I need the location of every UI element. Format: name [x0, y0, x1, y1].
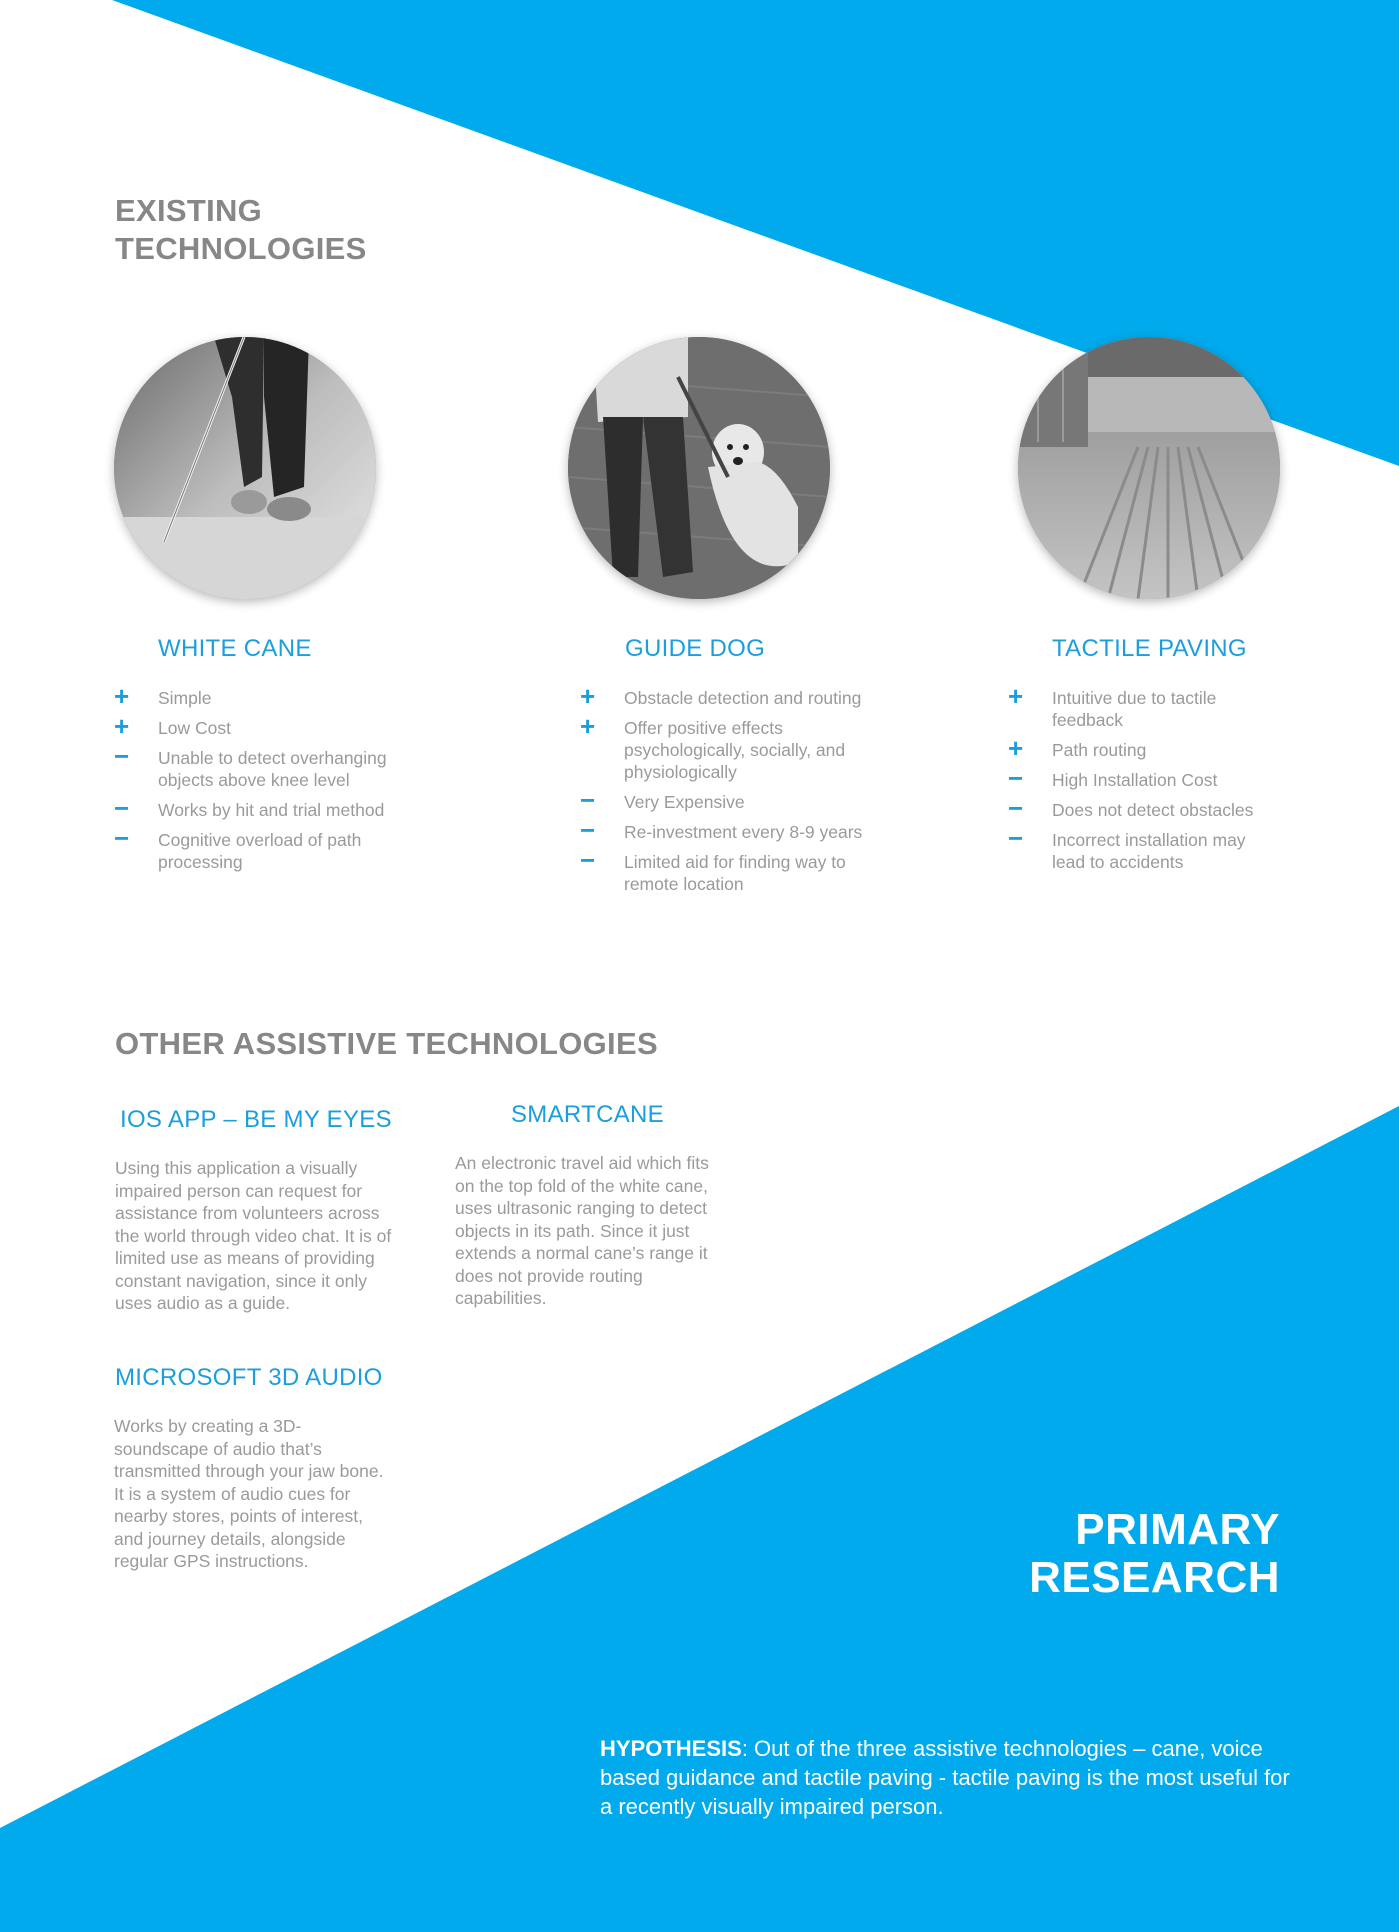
list-item	[1008, 823, 1268, 873]
list-item-text: Cognitive overload of path processing	[158, 830, 362, 872]
guide-dog-title	[625, 634, 765, 664]
list-item-text: Obstacle detection and routing	[624, 688, 862, 708]
minus-icon: −	[580, 815, 596, 845]
white-cane-photo	[114, 337, 376, 599]
ms3d-body-text: Works by creating a 3D-soundscape of audio that’s transmitted through your jaw bone. It is a system of audio cues for nearby stores, points of interest, and journey details, alongside regular GPS instructions.	[114, 1416, 384, 1571]
minus-icon: −	[114, 741, 130, 771]
list-item	[114, 711, 404, 741]
guide-dog-photo	[568, 337, 830, 599]
list-item-text: Re-investment every 8-9 years	[624, 822, 863, 842]
list-item	[114, 793, 404, 823]
minus-icon: −	[580, 845, 596, 875]
primary-line1: PRIMARY	[1075, 1505, 1280, 1554]
list-item-text: Limited aid for finding way to remote location	[624, 852, 846, 894]
smartcane-title	[511, 1100, 664, 1130]
list-item-text: High Installation Cost	[1052, 770, 1218, 790]
list-item	[580, 815, 870, 845]
minus-icon: −	[114, 823, 130, 853]
list-item-text: Unable to detect overhanging objects above knee level	[158, 748, 387, 790]
white-cane-title	[158, 634, 312, 664]
tactile-paving-title	[1052, 634, 1247, 664]
tactile-paving-photo	[1018, 337, 1280, 599]
smartcane-body	[455, 1152, 725, 1310]
plus-icon: +	[114, 711, 130, 741]
list-item	[580, 681, 870, 711]
list-item-text: Offer positive effects psychologically, socially, and physiologically	[624, 718, 846, 782]
primary-line2: RESEARCH	[1029, 1553, 1280, 1602]
list-item	[1008, 763, 1268, 793]
other-heading-text: OTHER ASSISTIVE TECHNOLOGIES	[115, 1026, 658, 1061]
list-item-text: Incorrect installation may lead to accidents	[1052, 830, 1246, 872]
ios-body-text: Using this application a visually impaired person can request for assistance from volunteers across the world through video chat. It is of limited use as means of providing constant navigation, since it only uses audio as a guide.	[115, 1158, 392, 1313]
existing-heading	[115, 192, 367, 268]
plus-icon: +	[1008, 733, 1024, 763]
ms3d-title-text: MICROSOFT 3D AUDIO	[115, 1364, 383, 1391]
minus-icon: −	[1008, 763, 1024, 793]
hypothesis	[600, 1734, 1290, 1821]
minus-icon: −	[580, 785, 596, 815]
minus-icon: −	[1008, 823, 1024, 853]
hypothesis-body: : Out of the three assistive technologies – cane, voice based guidance and tactile paving - tactile paving is the most useful for a recently visually impaired person.	[600, 1736, 1290, 1819]
list-item-text: Low Cost	[158, 718, 231, 738]
tactile-paving-list	[1008, 681, 1268, 881]
plus-icon: +	[580, 681, 596, 711]
list-item-text: Simple	[158, 688, 212, 708]
list-item-text: Works by hit and trial method	[158, 800, 385, 820]
list-item	[580, 845, 870, 895]
existing-heading-line2: TECHNOLOGIES	[115, 231, 367, 266]
minus-icon: −	[114, 793, 130, 823]
ios-body	[115, 1157, 395, 1315]
list-item-text: Intuitive due to tactile feedback	[1052, 688, 1217, 730]
guide-dog-title-text: GUIDE DOG	[625, 635, 766, 662]
white-cane-list	[114, 681, 404, 881]
hypothesis-label: HYPOTHESIS	[600, 1736, 742, 1761]
ios-title	[120, 1105, 392, 1135]
smartcane-title-text: SMARTCANE	[511, 1101, 664, 1128]
list-item	[114, 681, 404, 711]
list-item	[580, 711, 870, 783]
tactile-paving-title-text: TACTILE PAVING	[1052, 635, 1247, 662]
list-item	[1008, 793, 1268, 823]
hypothesis-text	[600, 1734, 1290, 1821]
list-item	[1008, 733, 1268, 763]
ms3d-body	[114, 1415, 384, 1573]
guide-dog-list	[580, 681, 870, 903]
plus-icon: +	[580, 711, 596, 741]
list-item	[114, 823, 404, 873]
minus-icon: −	[1008, 793, 1024, 823]
white-cane-title-text: WHITE CANE	[158, 635, 312, 662]
ms3d-title	[115, 1363, 383, 1393]
plus-icon: +	[1008, 681, 1024, 711]
list-item	[580, 785, 870, 815]
primary-research-heading	[1029, 1506, 1280, 1602]
existing-heading-line1: EXISTING	[115, 193, 263, 228]
list-item	[114, 741, 404, 791]
list-item-text: Very Expensive	[624, 792, 745, 812]
list-item-text: Does not detect obstacles	[1052, 800, 1254, 820]
list-item	[1008, 681, 1268, 731]
other-heading	[115, 1025, 658, 1063]
list-item-text: Path routing	[1052, 740, 1147, 760]
smartcane-body-text: An electronic travel aid which fits on the top fold of the white cane, uses ultrasonic ranging to detect objects in its path. Since it just extends a normal cane’s range it does not provide routing capabilities.	[455, 1153, 709, 1308]
ios-title-text: IOS APP – BE MY EYES	[120, 1106, 392, 1133]
plus-icon: +	[114, 681, 130, 711]
